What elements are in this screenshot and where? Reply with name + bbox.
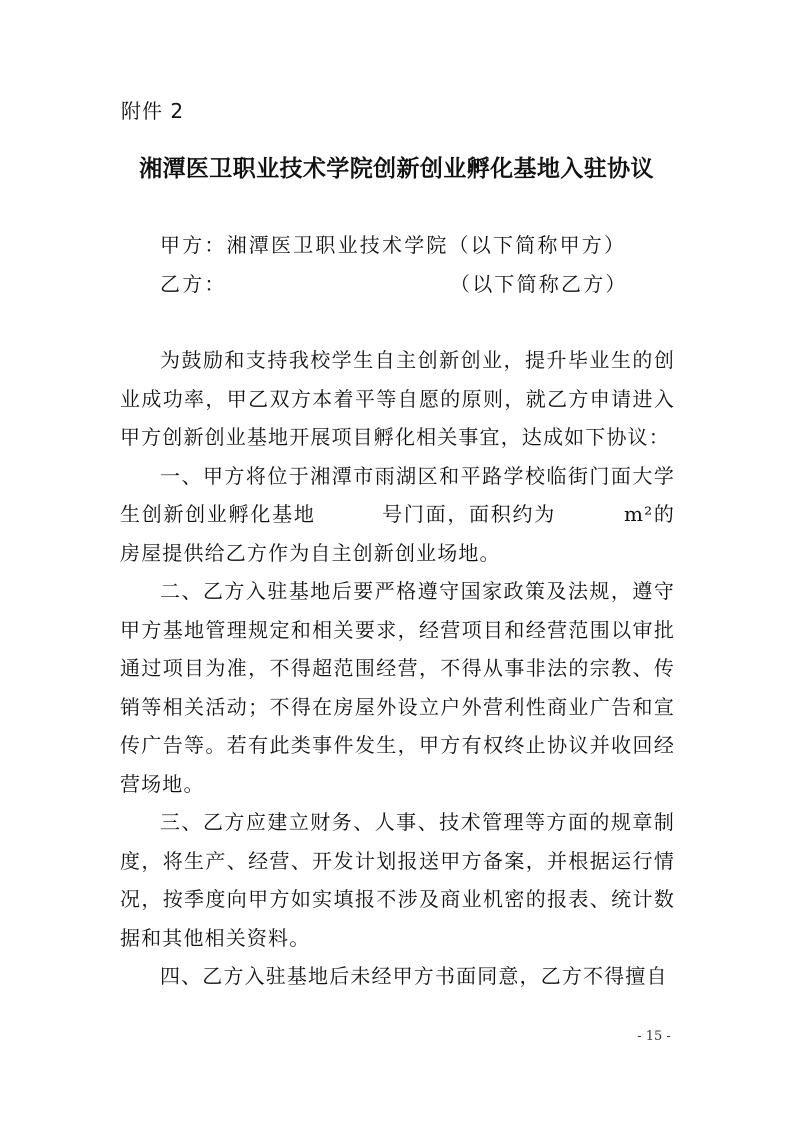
party-a-suffix: （以下简称甲方）	[448, 233, 627, 257]
clause-2: 二、乙方入驻基地后要严格遵守国家政策及法规，遵守甲方基地管理规定和相关要求，经营项目和经营范围以审批通过项目为准，不得超范围经营，不得从事非法的宗教、传销等相关活动；不得在房屋外设立户外营利性商业广告和宣传广告等。若有此类事件发生，甲方有权终止协议并收回经营场地。	[120, 579, 675, 796]
party-b-line	[160, 269, 628, 299]
document-title: 湘潭医卫职业技术学院创新创业孵化基地入驻协议	[139, 155, 654, 182]
clause-3: 三、乙方应建立财务、人事、技术管理等方面的规章制度，将生产、经营、开发计划报送甲方备案，并根据运行情况，按季度向甲方如实填报不涉及商业机密的报表、统计数据和其他相关资料。	[120, 810, 675, 950]
party-a-label: 甲方：	[160, 233, 227, 257]
clause-1-text-c: m²的房屋提供给乙方作为自主创新创业场地。	[120, 502, 675, 565]
agreement-body	[120, 341, 675, 996]
party-a-name: 湘潭医卫职业技术学院	[226, 233, 449, 257]
party-a-line	[160, 230, 626, 260]
attachment-label: 附件 2	[121, 99, 185, 123]
page-number: - 15 -	[637, 1029, 671, 1044]
clause-1	[120, 457, 675, 573]
clause-1-text-a: 一、甲方将位于湘潭市雨湖区和平路学校临街门面大学生创新创业孵化基地	[120, 463, 675, 526]
party-b-suffix: （以下简称乙方）	[450, 272, 628, 296]
clause-1-text-b: 号门面，面积约为	[381, 502, 556, 526]
clause-4: 四、乙方入驻基地后未经甲方书面同意，乙方不得擅自	[160, 964, 668, 988]
party-b-label: 乙方：	[160, 272, 227, 296]
intro-paragraph: 为鼓励和支持我校学生自主创新创业，提升毕业生的创业成功率，甲乙双方本着平等自愿的原则，就乙方申请进入甲方创新创业基地开展项目孵化相关事宜，达成如下协议：	[120, 348, 675, 449]
